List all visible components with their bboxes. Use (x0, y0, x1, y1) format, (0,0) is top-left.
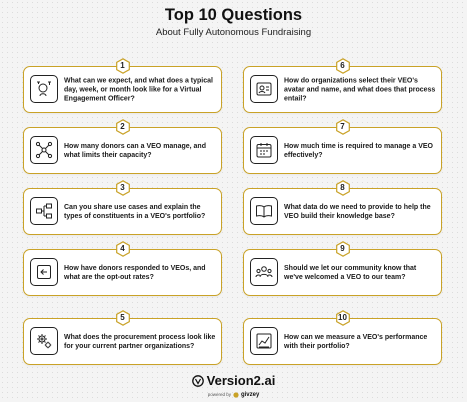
question-text: How much time is required to manage a VEO effectively? (284, 142, 433, 159)
performance-chart-icon (250, 327, 278, 355)
question-text: How do organizations select their VEO's avatar and name, and what does that process entail? (284, 76, 436, 103)
footer-logo (0, 373, 467, 398)
question-number-badge: 1 (115, 58, 131, 74)
brand-name: Version2.ai (206, 373, 276, 388)
question-card-6 (243, 61, 442, 113)
question-text: Can you share use cases and explain the types of constituents in a VEO's portfolio? (64, 203, 206, 220)
partner-name: givzey (240, 391, 260, 398)
question-text: How can we measure a VEO's performance with their portfolio? (284, 333, 428, 350)
question-card-1 (23, 61, 222, 113)
flow-chart-icon (30, 197, 58, 225)
question-card-4 (23, 244, 222, 296)
question-card-3 (23, 183, 222, 235)
person-questions-icon (30, 75, 58, 103)
question-text: What does the procurement process look like for your current partner organizations? (64, 333, 216, 350)
question-card-5 (23, 313, 222, 365)
question-number-badge: 3 (115, 180, 131, 196)
question-text: Should we let our community know that we've welcomed a VEO to our team? (284, 264, 417, 281)
question-text: How have donors responded to VEOs, and what are the opt-out rates? (64, 264, 206, 281)
question-number-badge: 10 (335, 310, 351, 326)
question-number-badge: 7 (335, 119, 351, 135)
powered-by-label: powered by (207, 392, 231, 397)
profile-card-icon (250, 75, 278, 103)
question-card-9 (243, 244, 442, 296)
question-number-badge: 9 (335, 241, 351, 257)
question-card-7 (243, 122, 442, 174)
community-icon (250, 258, 278, 286)
network-nodes-icon (30, 136, 58, 164)
question-card-10 (243, 313, 442, 365)
question-number-badge: 8 (335, 180, 351, 196)
question-card-2 (23, 122, 222, 174)
question-text: How many donors can a VEO manage, and what limits their capacity? (64, 142, 206, 159)
question-text: What can we expect, and what does a typical day, week, or month look like for a Virtual Engagement Officer? (64, 76, 213, 103)
question-card-8 (243, 183, 442, 235)
question-text: What data do we need to provide to help the VEO build their knowledge base? (284, 203, 431, 220)
settings-gears-icon (30, 327, 58, 355)
question-number-badge: 5 (115, 310, 131, 326)
page-subtitle: About Fully Autonomous Fundraising (155, 27, 312, 38)
question-number-badge: 6 (335, 58, 351, 74)
page-title: Top 10 Questions (164, 6, 303, 24)
open-book-icon (250, 197, 278, 225)
question-number-badge: 2 (115, 119, 131, 135)
partner-logo-icon (233, 392, 239, 398)
brand-mark-icon (192, 375, 204, 387)
exit-door-icon (30, 258, 58, 286)
question-number-badge: 4 (115, 241, 131, 257)
calendar-icon (250, 136, 278, 164)
